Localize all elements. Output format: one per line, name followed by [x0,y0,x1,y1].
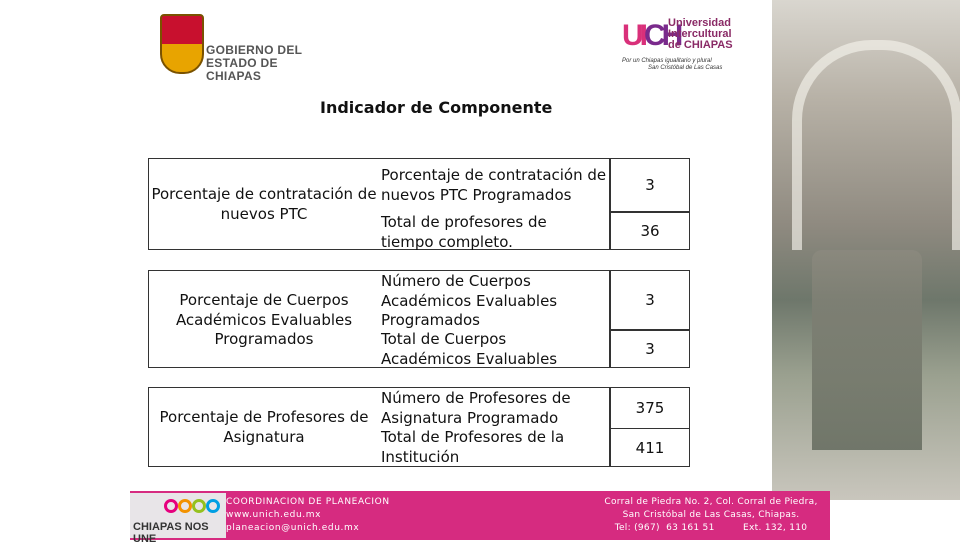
university-slogan: Por un Chiapas igualitario y plural San Cristóbal de Las Casas [622,58,723,71]
indicator-1-numerator-label: Porcentaje de contratación de nuevos PTC Programados [381,166,607,204]
background-photo [772,0,960,500]
university-logo-text: Universidad Intercultural de CHIAPAS [668,17,733,51]
indicator-2-numerator-value: 3 [610,270,690,330]
page-title: Indicador de Componente [320,98,553,117]
coat-of-arms-icon [160,14,204,74]
indicator-1-name: Porcentaje de contratación de nuevos PTC [151,185,377,223]
brand-text: CHIAPAS NOS UNE [133,521,209,545]
indicator-2-numerator-label: Número de Cuerpos Académicos Evaluables Programados [381,272,558,329]
university-logo [622,16,742,74]
footer-address: Corral de Piedra No. 2, Col. Corral de Piedra, San Cristóbal de Las Casas, Chiapas. Tel: (967) 63 161 51 Ext. 132, 110 [604,497,818,533]
unich-mark-icon: UICH [622,19,680,52]
circle-icon [178,499,192,513]
indicator-1-numerator-value: 3 [610,158,690,212]
email-link[interactable]: planeacion@unich.edu.mx [226,523,360,533]
indicator-3-numerator-label: Número de Profesores de Asignatura Programado [381,389,571,427]
indicator-3-denominator-value: 411 [610,428,690,467]
government-logo [160,10,330,83]
indicator-2-name: Porcentaje de Cuerpos Académicos Evaluables Programados [175,291,353,348]
footer-band [130,491,830,545]
circle-icon [164,499,178,513]
photo-arch [792,40,960,250]
circle-icon [192,499,206,513]
indicator-1-denominator-value: 36 [610,212,690,250]
indicator-1-denominator-label: Total de profesores de tiempo completo. [381,213,547,251]
circle-icon [206,499,220,513]
indicator-2-denominator-label: Total de Cuerpos Académicos Evaluables [381,330,558,368]
indicator-3-name: Porcentaje de Profesores de Asignatura [159,408,369,446]
website-link[interactable]: www.unich.edu.mx [226,510,322,520]
photo-fountain [812,250,922,450]
indicator-3-numerator-value: 375 [610,387,690,429]
chiapas-nos-une-logo [130,493,226,545]
footer-contact: COORDINACION DE PLANEACION www.unich.edu.mx planeacion@unich.edu.mx [226,497,390,533]
indicator-3-denominator-label: Total de Profesores de la Institución [381,428,565,466]
indicator-2-denominator-value: 3 [610,330,690,368]
government-logo-text: GOBIERNO DEL ESTADO DE CHIAPAS [206,43,303,83]
